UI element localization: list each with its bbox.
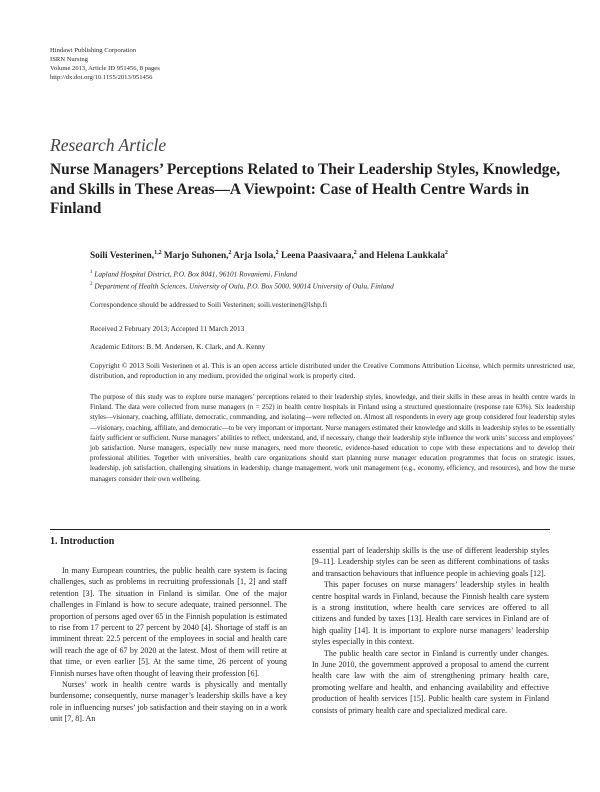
publisher-name: Hindawi Publishing Corporation [50, 47, 137, 54]
author-affiliation-mark: 1,2 [154, 250, 162, 256]
journal-name: ISRN Nursing [50, 55, 88, 63]
article-type: Research Article [50, 135, 167, 155]
author-affiliation-mark: 2 [353, 250, 357, 256]
body-paragraph: The public health care sector in Finland is currently under changes. In June 2010, the government approved a proposal to amend the current health care law with the aim of strengthening primary health care, promoting welfare and health, and enhancing availability and effective production of health services [15]. Public health care system in Finland consists of primary health care and specialized medical care. [312, 648, 549, 715]
copyright-notice: Copyright © 2013 Soili Vesterinen et al. This is an open access article distributed under the Creative Commons Attribution License, which permits unrestricted use, distribution, and reproduction in any medium, provided the original work is properly cited. [90, 361, 575, 381]
article-title: Nurse Managers’ Perceptions Related to Their Leadership Styles, Knowledge, and Skills in These Areas—A Viewpoint: Case of Health Centre Wards in Finland [50, 161, 561, 218]
section-divider [50, 529, 550, 530]
body-paragraph: Nurses’ work in health centre wards is physically and mentally burdensome; consequently, nurse manager’s leadership skills have a key role in influencing nurses’ job satisfaction and their staying on in a work unit [7, 8]. An [50, 680, 287, 724]
author-affiliation-mark: 2 [275, 250, 279, 256]
body-paragraph: In many European countries, the public health care system is facing challenges, such as problems in recruiting professionals [1, 2] and staff retention [3]. The situation in Finland is similar. One of the major challenges in Finland is how to secure adequate, trained personnel. The proportion of persons aged over 65 in the Finnish population is estimated to rise from 17 percent to 27 percent by 2040 [4]. Shortage of staff is an imminent threat: 22.5 percent of the employees in social and health care will reach the age of 67 by 2020 at the latest. Most of them will retire at that time, or even earlier [5]. At the same time, 26 percent of young Finnish nurses have often thought of leaving their profession [6]. [50, 566, 287, 678]
abstract-text: The purpose of this study was to explore nurse managers’ perceptions related to their leadership styles, knowledge, and their skills in these areas in health centre wards in Finland. The data were collected from nurse managers (n = 252) in health centre hospitals in Finland using a structured questionnaire (response rate 63%). Six leadership styles—visionary, coaching, affiliate, democratic, commanding, and isolating—were reflected on. Almost all respondents in every age group considered four leadership styles—visionary, coaching, affiliate, and democratic—to be very important or important. Nurse managers estimated their knowledge and skills in leadership styles to be essentially fairly sufficient or sufficient. Nurse managers’ abilities to reflect, understand, and, if necessary, change their leadership style influence the work units’ success and employees’ job satisfaction. Nurse managers, especially new nurse managers, need more theoretic, evidence-based education to cope with these expectations and to develop their professional abilities. Together with universities, health care organizations should start planning nurse manager education programmes that focus on strategic issues, leadership, job satisfaction, challenging situations in leadership, change management, work unit management (e.g., economy, efficiency, and resources), and how the nurse managers consider their own wellbeing. [90, 393, 575, 483]
affiliation-line: $^1$ Lapland Hospital District, P.O. Box 8041, 96101 Rovaniemi, Finland [90, 269, 298, 279]
author-name: Arja Isola, [231, 251, 276, 262]
doi-link[interactable]: http://dx.doi.org/10.1155/2013/951456 [50, 73, 153, 81]
author-name: Leena Paasivaara, [278, 251, 354, 262]
author-affiliation-mark: 2 [444, 250, 448, 256]
affiliations [90, 268, 575, 291]
body-paragraph: essential part of leadership skills is the use of different leadership styles [9–11]. Leadership styles can be seen as different combinations of tasks and transaction behaviours that influence people in achieving goals [12]. [312, 546, 549, 578]
affiliation-line: $^2$ Department of Health Sciences, University of Oulu, P.O. Box 5000, 90014 University of Oulu, Finland [90, 281, 394, 291]
left-column [50, 545, 287, 725]
author-name: Marjo Suhonen, [161, 251, 229, 262]
author-name: and Helena Laukkala [356, 251, 445, 262]
correspondence: Correspondence should be addressed to Soili Vesterinen; soili.vesterinen@lshp.fi [90, 300, 328, 309]
author-list [90, 250, 448, 261]
body-paragraph: This paper focuses on nurse managers’ leadership styles in health centre hospital wards in Finland, because the Finnish health care system is a strong institution, where health care services are offered to all citizens and funded by taxes [13]. Health care services in Finland are of high quality [14]. It is important to explore nurse managers’ leadership styles especially in this context. [312, 580, 549, 647]
volume-info: Volume 2013, Article ID 951456, 8 pages [50, 64, 160, 72]
right-column [312, 545, 549, 716]
author-affiliation-mark: 2 [228, 250, 232, 256]
author-name: Soili Vesterinen, [90, 251, 155, 262]
received-dates: Received 2 February 2013; Accepted 11 March 2013 [90, 324, 245, 333]
academic-editors: Academic Editors: B. M. Andersen, K. Clark, and A. Kenny [90, 342, 266, 351]
journal-header [50, 47, 160, 83]
section-heading: 1. Introduction [50, 536, 115, 547]
